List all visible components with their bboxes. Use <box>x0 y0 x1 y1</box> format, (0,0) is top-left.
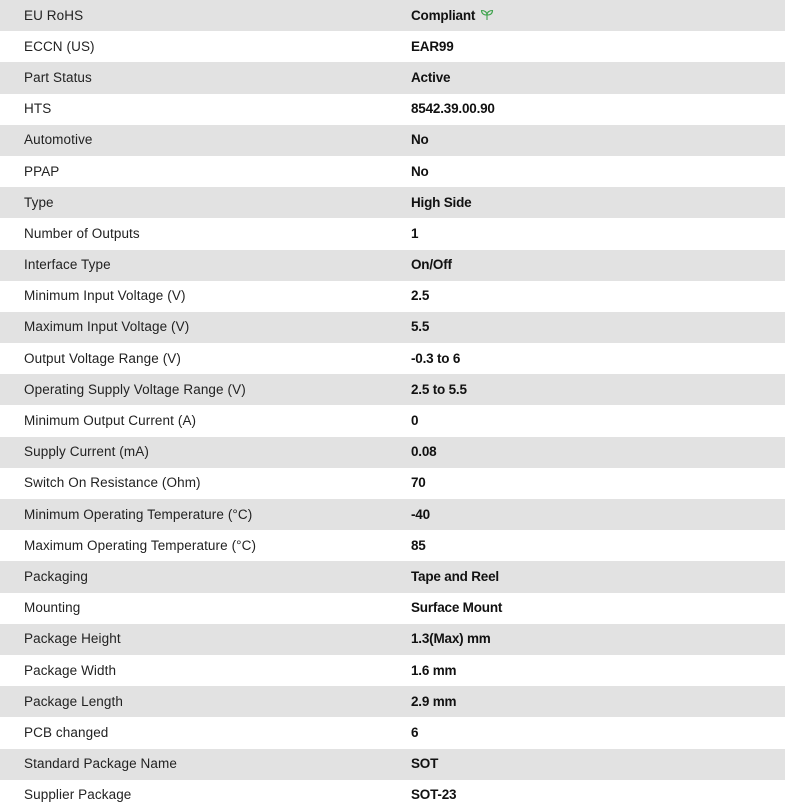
spec-label: Maximum Input Voltage (V) <box>0 312 411 343</box>
spec-label: Part Status <box>0 62 411 93</box>
spec-value: 0.08 <box>411 437 785 468</box>
spec-value: No <box>411 163 429 179</box>
spec-label: Number of Outputs <box>24 225 140 241</box>
spec-value: SOT-23 <box>411 787 457 803</box>
table-row <box>0 156 785 187</box>
spec-label: Switch On Resistance (Ohm) <box>24 475 201 491</box>
spec-value: Active <box>411 62 785 93</box>
spec-value-text: Compliant <box>411 7 476 23</box>
table-row <box>0 281 785 312</box>
spec-value: Surface Mount <box>411 600 503 616</box>
spec-value: Tape and Reel <box>411 561 785 592</box>
spec-value <box>411 0 785 31</box>
spec-label: Type <box>0 187 411 218</box>
spec-label: Minimum Operating Temperature (°C) <box>0 499 411 530</box>
table-row <box>0 624 785 655</box>
spec-value: 1 <box>411 225 419 241</box>
table-row <box>0 62 785 93</box>
spec-value: 2.9 mm <box>411 686 785 717</box>
spec-value: 70 <box>411 475 426 491</box>
spec-label: Standard Package Name <box>0 749 411 780</box>
spec-label: Maximum Operating Temperature (°C) <box>24 537 257 553</box>
spec-label: Package Length <box>0 686 411 717</box>
spec-label: PCB changed <box>24 724 109 740</box>
spec-label: Package Height <box>0 624 411 655</box>
spec-label: Operating Supply Voltage Range (V) <box>0 374 411 405</box>
spec-label: Minimum Output Current (A) <box>24 413 197 429</box>
spec-label: Packaging <box>0 561 411 592</box>
spec-label: ECCN (US) <box>24 38 95 54</box>
table-row <box>0 437 785 468</box>
table-row <box>0 250 785 281</box>
spec-label: Supplier Package <box>24 787 132 803</box>
table-row <box>0 187 785 218</box>
spec-label: Supply Current (mA) <box>0 437 411 468</box>
spec-value: 2.5 <box>411 288 430 304</box>
table-row <box>0 717 785 748</box>
table-row <box>0 749 785 780</box>
spec-value: -40 <box>411 499 785 530</box>
spec-value: 1.6 mm <box>411 662 457 678</box>
table-row <box>0 312 785 343</box>
spec-value: EAR99 <box>411 38 454 54</box>
table-row <box>0 561 785 592</box>
table-row <box>0 343 785 374</box>
table-row <box>0 499 785 530</box>
spec-value: High Side <box>411 187 785 218</box>
spec-label: Minimum Input Voltage (V) <box>24 288 186 304</box>
spec-label: EU RoHS <box>0 0 411 31</box>
spec-label: HTS <box>24 101 52 117</box>
table-row <box>0 31 785 62</box>
table-row <box>0 530 785 561</box>
spec-value: 0 <box>411 413 419 429</box>
leaf-icon <box>480 9 494 21</box>
table-row <box>0 686 785 717</box>
spec-value: 85 <box>411 537 426 553</box>
spec-label: Interface Type <box>0 250 411 281</box>
table-row <box>0 125 785 156</box>
spec-label: Package Width <box>24 662 117 678</box>
spec-value: No <box>411 125 785 156</box>
spec-value: 2.5 to 5.5 <box>411 374 785 405</box>
spec-value: 8542.39.00.90 <box>411 101 495 117</box>
table-row <box>0 0 785 31</box>
spec-value: 6 <box>411 724 419 740</box>
spec-label: Automotive <box>0 125 411 156</box>
table-row <box>0 593 785 624</box>
spec-value: SOT <box>411 749 785 780</box>
table-row <box>0 374 785 405</box>
spec-label: Mounting <box>24 600 81 616</box>
table-row <box>0 655 785 686</box>
spec-label: PPAP <box>24 163 60 179</box>
spec-value: 1.3(Max) mm <box>411 624 785 655</box>
spec-label: Output Voltage Range (V) <box>24 350 181 366</box>
table-row <box>0 780 785 811</box>
spec-value: -0.3 to 6 <box>411 350 461 366</box>
spec-value: 5.5 <box>411 312 785 343</box>
table-row <box>0 405 785 436</box>
table-row <box>0 468 785 499</box>
spec-value: On/Off <box>411 250 785 281</box>
table-row <box>0 94 785 125</box>
table-row <box>0 218 785 249</box>
